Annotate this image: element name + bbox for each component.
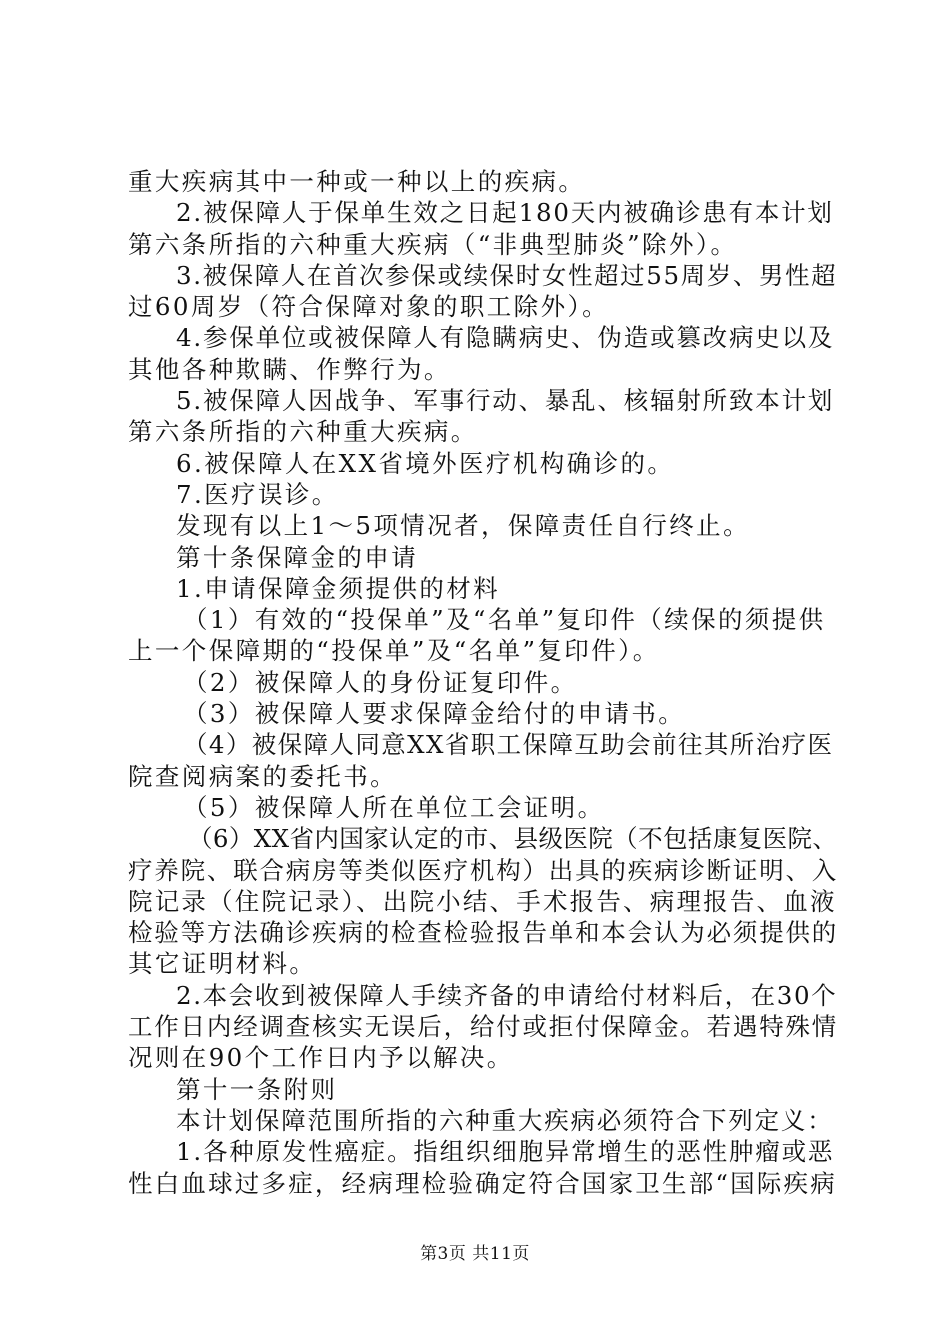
text-line: 工作日内经调查核实无误后，给付或拒付保障金。若遇特殊情: [128, 1012, 839, 1042]
text-line: 2.本会收到被保障人手续齐备的申请给付材料后，在30个: [176, 980, 838, 1010]
text-line: 性白血球过多症，经病理检验确定符合国家卫生部“国际疾病: [128, 1168, 837, 1198]
text-line: 重大疾病其中一种或一种以上的疾病。: [128, 167, 586, 196]
text-line: 上一个保障期的“投保单”及“名单”复印件）。: [128, 636, 660, 666]
text-line: 1.申请保障金须提供的材料: [176, 573, 501, 603]
text-line: 7.医疗误诊。: [176, 479, 339, 509]
text-line: 其它证明材料。: [128, 949, 317, 979]
text-line: 6.被保障人在XX省境外医疗机构确诊的。: [176, 448, 675, 478]
text-line: 5.被保障人因战争、军事行动、暴乱、核辐射所致本计划: [176, 386, 835, 416]
text-line: 本计划保障范围所指的六种重大疾病必须符合下列定义：: [176, 1105, 834, 1135]
text-line: 其他各种欺瞒、作弊行为。: [128, 354, 451, 384]
document-body: [128, 166, 838, 1199]
text-line: 1.各种原发性癌症。指组织细胞异常增生的恶性肿瘤或恶: [176, 1137, 835, 1167]
text-line: （6）XX省内国家认定的市、县级医院（不包括康复医院、: [188, 824, 838, 854]
text-line: 院查阅病案的委托书。: [128, 761, 397, 791]
text-line: 第六条所指的六种重大疾病（“非典型肺炎”除外）。: [128, 229, 738, 259]
text-line: 第十条保障金的申请: [176, 542, 419, 572]
text-line: 第六条所指的六种重大疾病。: [128, 417, 478, 447]
text-line: 4.参保单位或被保障人有隐瞒病史、伪造或篡改病史以及: [176, 323, 835, 353]
text-line: 院记录（住院记录）、出院小结、手术报告、病理报告、血液: [128, 886, 837, 916]
text-line: 况则在90个工作日内予以解决。: [128, 1043, 514, 1073]
text-line: 发现有以上1～5项情况者，保障责任自行终止。: [176, 511, 750, 541]
text-line: （2）被保障人的身份证复印件。: [183, 667, 578, 697]
text-line: 检验等方法确诊疾病的检查检验报告单和本会认为必须提供的: [128, 918, 839, 948]
text-line: 第十一条附则: [176, 1074, 338, 1104]
text-line: （3）被保障人要求保障金给付的申请书。: [183, 699, 686, 729]
page-number: 第3页 共11页: [420, 1244, 530, 1264]
text-line: 3.被保障人在首次参保或续保时女性超过55周岁、男性超: [176, 260, 838, 290]
text-line: （1）有效的“投保单”及“名单”复印件（续保的须提供: [183, 605, 826, 635]
text-line: 疗养院、联合病房等类似医疗机构）出具的疾病诊断证明、入: [128, 855, 839, 885]
text-line: （4）被保障人同意XX省职工保障互助会前往其所治疗医: [183, 730, 834, 760]
text-line: 过60周岁（符合保障对象的职工除外）。: [128, 292, 610, 322]
text-line: （5）被保障人所在单位工会证明。: [183, 792, 605, 822]
text-line: 2.被保障人于保单生效之日起180天内被确诊患有本计划: [176, 198, 834, 228]
